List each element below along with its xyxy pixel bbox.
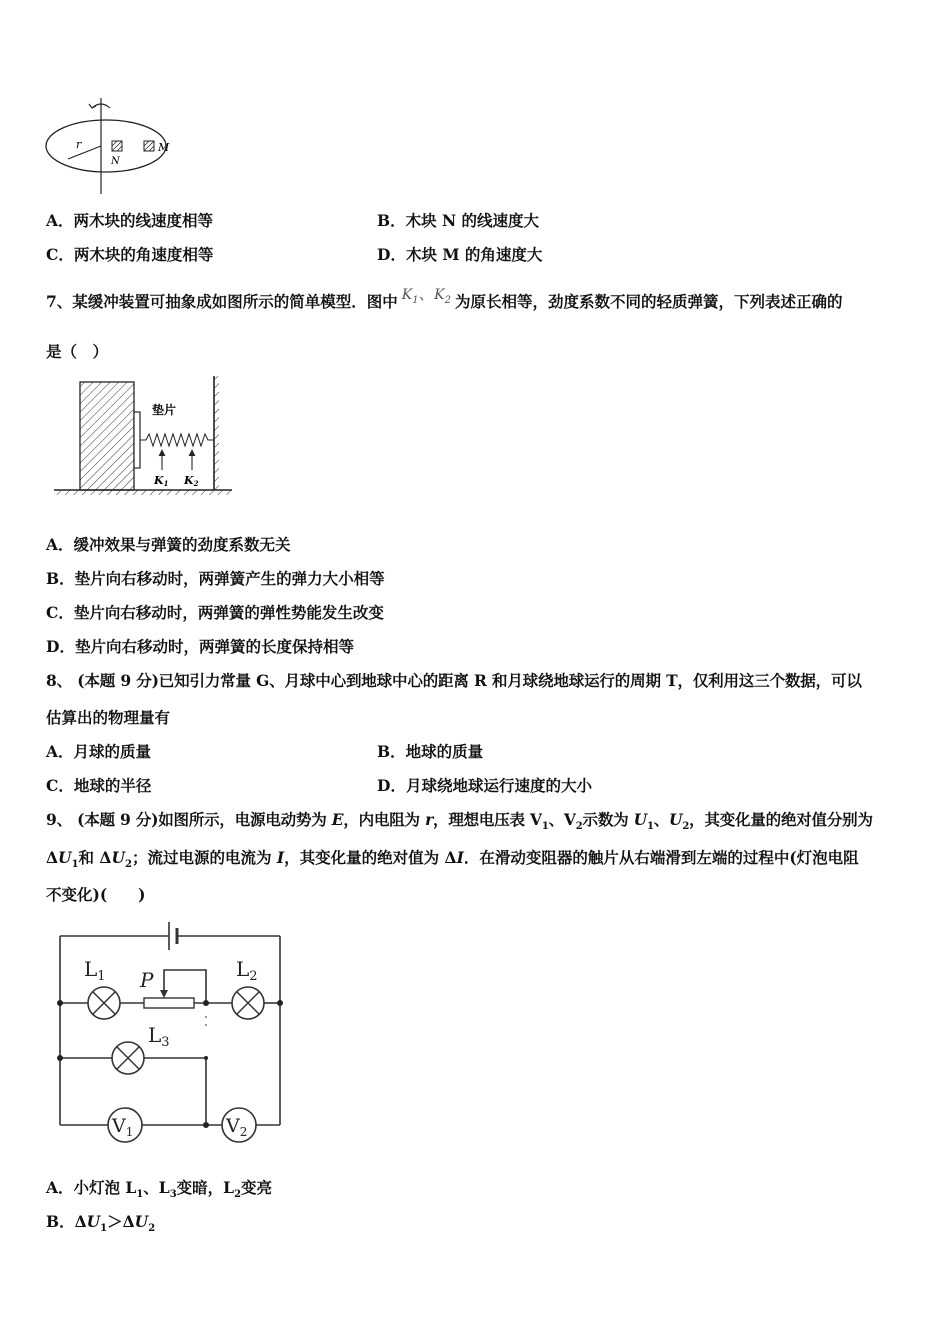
label-m: M — [158, 141, 170, 154]
q8-stem-line2: 估算出的物理量有 — [46, 708, 171, 727]
label-k2: K2 — [184, 474, 199, 488]
q6-option-c: C．两木块的角速度相等 — [46, 245, 214, 264]
q6-option-b: B．木块 N 的线速度大 — [377, 211, 540, 230]
label-r: r — [76, 138, 82, 151]
q6-option-a: A．两木块的线速度相等 — [46, 211, 214, 230]
q8-option-b: B．地球的质量 — [377, 742, 484, 761]
pad — [134, 412, 140, 468]
label-pad: 垫片 — [152, 403, 177, 417]
q8-option-a: A．月球的质量 — [46, 742, 152, 761]
q6-figure-rotating-disc — [40, 96, 200, 200]
label-l1: $L_1$ — [84, 957, 106, 984]
slider-arrow-icon — [160, 990, 168, 998]
q9-stem-line2: $\Delta U_1$和 $\Delta U_2$；流过电源的电流为 I，其变化量的绝对值为 ΔI．在滑动变阻器的触片从右端滑到左端的过程中(灯泡电阻 — [46, 848, 859, 871]
q7-stem-line1: 7、某缓冲装置可抽象成如图所示的简单模型．图中 $K_1$、$K_2$ 为原长相等，劲度系数不同的轻质弹簧，下列表述正确的 — [46, 285, 843, 311]
q9-figure-circuit — [46, 910, 291, 1150]
q9-stem-line1: 9、 (本题 9 分)如图所示，电源电动势为 E，内电阻为 r，理想电压表 $V_1$、$V_2$示数为 $U_1$、$U_2$，其变化量的绝对值分别为 — [46, 810, 873, 833]
spring-k1-k2 — [140, 434, 214, 446]
q6-option-d: D．木块 M 的角速度大 — [377, 245, 543, 264]
radius-line — [68, 146, 101, 159]
q7-option-c: C．垫片向右移动时，两弹簧的弹性势能发生改变 — [46, 603, 384, 622]
q8-stem-line1: 8、 (本题 9 分)已知引力常量 G、月球中心到地球中心的距离 R 和月球绕地球运行的周期 T，仅利用这三个数据，可以 — [46, 671, 862, 690]
label-k1: K1 — [154, 474, 169, 488]
q9-option-b: B．$\Delta U_1>\Delta U_2$ — [46, 1212, 156, 1235]
rheostat — [144, 998, 194, 1008]
label-v2: $V_2$ — [226, 1115, 248, 1139]
q7-option-a: A．缓冲效果与弹簧的劲度系数无关 — [46, 535, 291, 554]
q9-option-a: A．小灯泡 $L_1$、$L_3$变暗，$L_2$变亮 — [46, 1178, 273, 1201]
label-l3: $L_3$ — [148, 1023, 170, 1050]
q7-option-b: B．垫片向右移动时，两弹簧产生的弹力大小相等 — [46, 569, 385, 588]
label-l2: $L_2$ — [236, 957, 258, 984]
label-p: P — [140, 968, 154, 992]
disc-ellipse — [46, 120, 166, 172]
q7-figure-buffer — [50, 374, 235, 498]
q7-stem-line2: 是（ ） — [46, 342, 109, 361]
ground-hatch — [54, 490, 232, 495]
q9-stem-line3: 不变化)( ) — [46, 885, 146, 904]
block — [80, 382, 134, 490]
q7-option-d: D．垫片向右移动时，两弹簧的长度保持相等 — [46, 637, 354, 656]
label-v1: $V_1$ — [112, 1115, 134, 1139]
q8-option-d: D．月球绕地球运行速度的大小 — [377, 776, 592, 795]
label-n: N — [111, 156, 120, 167]
q8-option-c: C．地球的半径 — [46, 776, 152, 795]
